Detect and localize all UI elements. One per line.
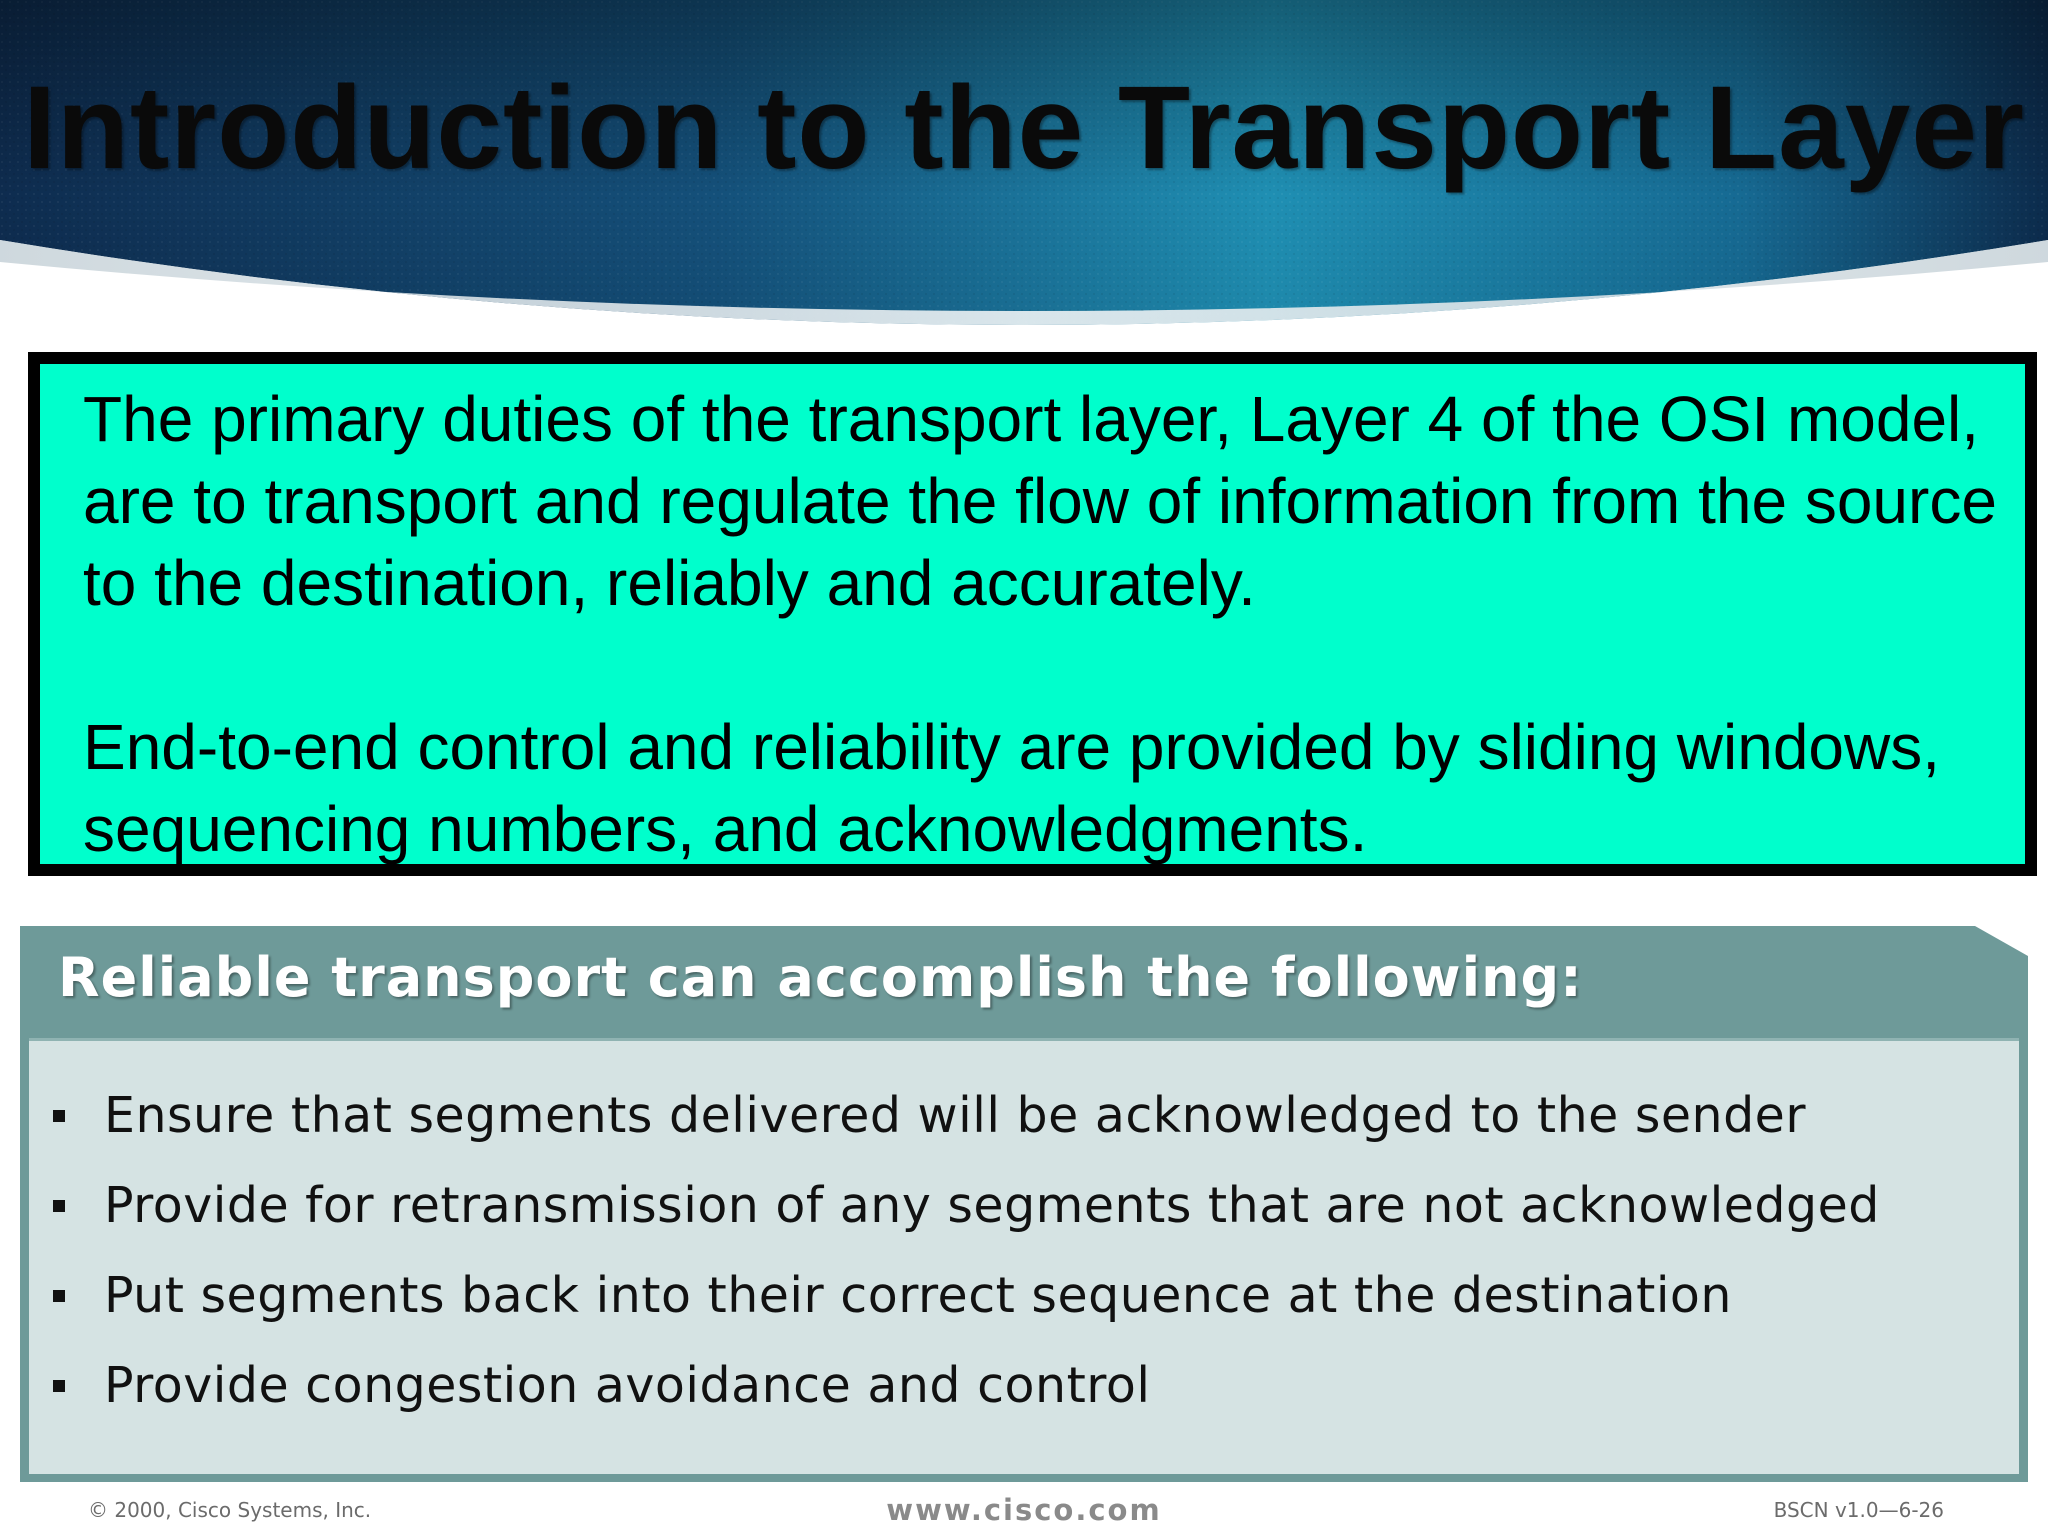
footer-copyright: © 2000, Cisco Systems, Inc. — [88, 1498, 372, 1522]
list-item-text: Provide congestion avoidance and control — [104, 1357, 1151, 1414]
header-banner — [0, 0, 2048, 340]
duties-paragraph-primary: The primary duties of the transport layer, Layer 4 of the OSI model, are to transport and regulate the flow of information from the source to the destination, reliably and accurately. — [83, 383, 1997, 619]
bullet-square-icon — [53, 1290, 65, 1302]
footer-url: www.cisco.com — [886, 1493, 1162, 1527]
bullet-square-icon — [53, 1110, 65, 1122]
duties-text-box — [28, 352, 2037, 876]
bullet-square-icon — [53, 1380, 65, 1392]
list-item-text: Ensure that segments delivered will be acknowledged to the sender — [104, 1087, 1806, 1144]
list-item-text: Provide for retransmission of any segments that are not acknowledged — [104, 1177, 1880, 1234]
page-title: Introduction to the Transport Layer — [23, 62, 2025, 194]
bullet-square-icon — [53, 1200, 65, 1212]
footer — [0, 1492, 2048, 1528]
duties-paragraph-end-to-end: End-to-end control and reliability are provided by sliding windows, sequencing numbers, and acknowledgments. — [83, 711, 1940, 865]
footer-slide-code: BSCN v1.0—6-26 — [1773, 1498, 1944, 1522]
panel-title: Reliable transport can accomplish the following: — [58, 946, 1583, 1009]
list-item-text: Put segments back into their correct sequence at the destination — [104, 1267, 1732, 1324]
reliable-transport-panel — [20, 926, 2028, 1482]
